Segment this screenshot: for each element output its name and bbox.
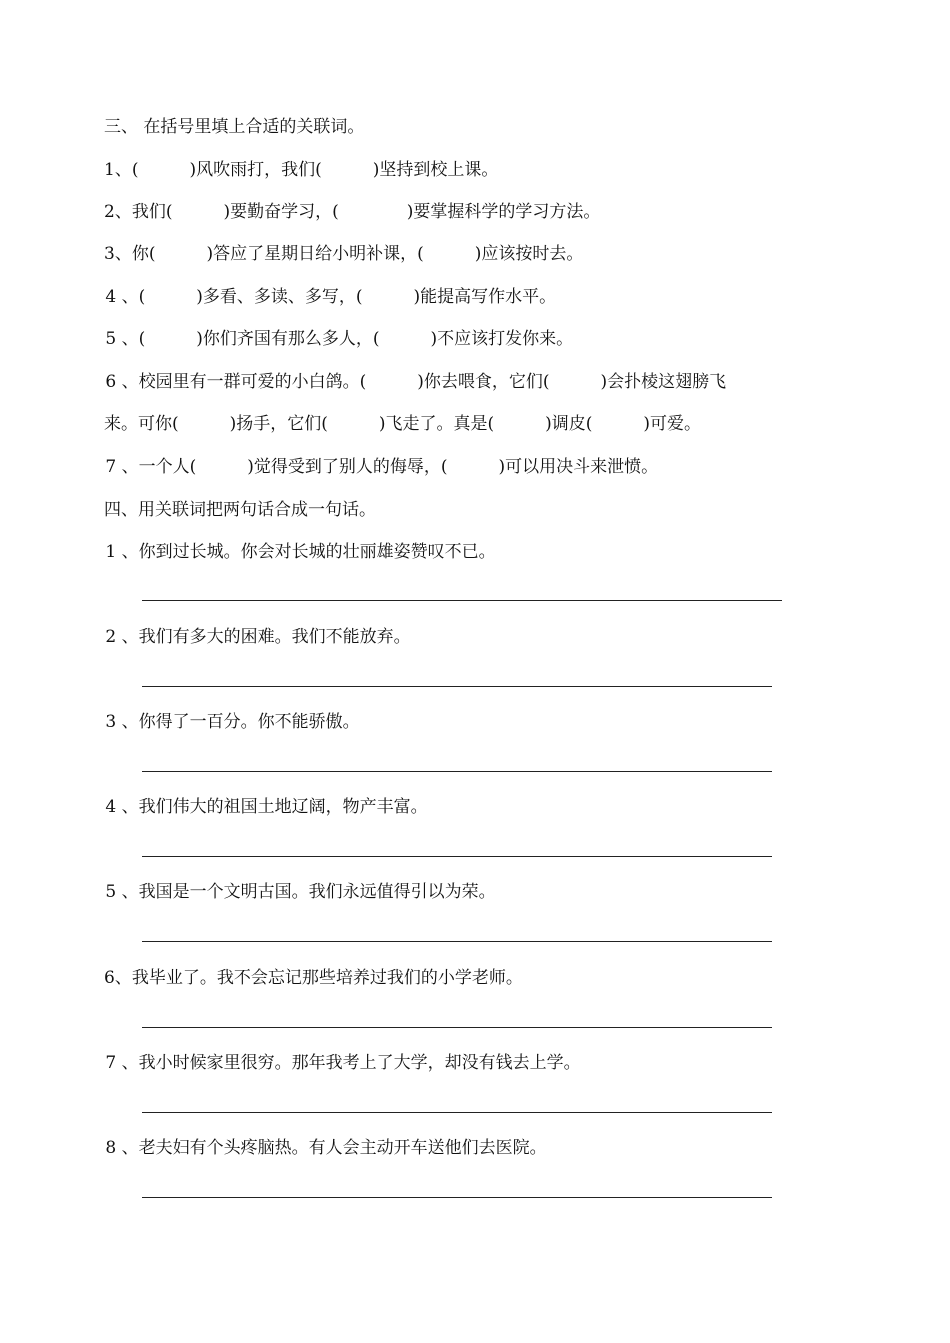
answer-line-2[interactable] bbox=[142, 686, 772, 687]
section3-item-1: 1、( )风吹雨打，我们( )坚持到校上课。 bbox=[104, 160, 499, 180]
section3-heading: 三、 在括号里填上合适的关联词。 bbox=[104, 117, 365, 137]
section4-item-5: 5 、我国是一个文明古国。我们永远值得引以为荣。 bbox=[100, 882, 496, 902]
section3-item-4: 4 、( )多看、多读、多写，( )能提高写作水平。 bbox=[100, 287, 557, 307]
section4-item-6: 6、我毕业了。我不会忘记那些培养过我们的小学老师。 bbox=[104, 968, 523, 988]
answer-line-6[interactable] bbox=[142, 1027, 772, 1028]
answer-line-5[interactable] bbox=[142, 941, 772, 942]
section3-item-6-continued: 来。可你( )扬手，它们( )飞走了。真是( )调皮( )可爱。 bbox=[104, 414, 702, 434]
section3-item-7: 7 、一个人( )觉得受到了别人的侮辱，( )可以用决斗来泄愤。 bbox=[100, 457, 659, 477]
section3-item-6: 6 、校园里有一群可爱的小白鸽。( )你去喂食，它们( )会扑棱这翅膀飞 bbox=[100, 372, 727, 392]
section3-item-5: 5 、( )你们齐国有那么多人，( )不应该打发你来。 bbox=[100, 329, 574, 349]
answer-line-8[interactable] bbox=[142, 1197, 772, 1198]
section4-item-4: 4 、我们伟大的祖国土地辽阔，物产丰富。 bbox=[100, 797, 428, 817]
answer-line-4[interactable] bbox=[142, 856, 772, 857]
section4-heading: 四、用关联词把两句话合成一句话。 bbox=[104, 500, 376, 520]
answer-line-1[interactable] bbox=[142, 600, 782, 601]
section4-item-8: 8 、老夫妇有个头疼脑热。有人会主动开车送他们去医院。 bbox=[100, 1138, 547, 1158]
section4-item-3: 3 、你得了一百分。你不能骄傲。 bbox=[100, 712, 360, 732]
section3-item-3: 3、你( )答应了星期日给小明补课，( )应该按时去。 bbox=[104, 244, 584, 264]
section4-item-2: 2 、我们有多大的困难。我们不能放弃。 bbox=[100, 627, 411, 647]
section4-item-7: 7 、我小时候家里很穷。那年我考上了大学，却没有钱去上学。 bbox=[100, 1053, 581, 1073]
answer-line-3[interactable] bbox=[142, 771, 772, 772]
section4-item-1: 1 、你到过长城。你会对长城的壮丽雄姿赞叹不已。 bbox=[100, 542, 496, 562]
answer-line-7[interactable] bbox=[142, 1112, 772, 1113]
section3-item-2: 2、我们( )要勤奋学习，( )要掌握科学的学习方法。 bbox=[104, 202, 601, 222]
